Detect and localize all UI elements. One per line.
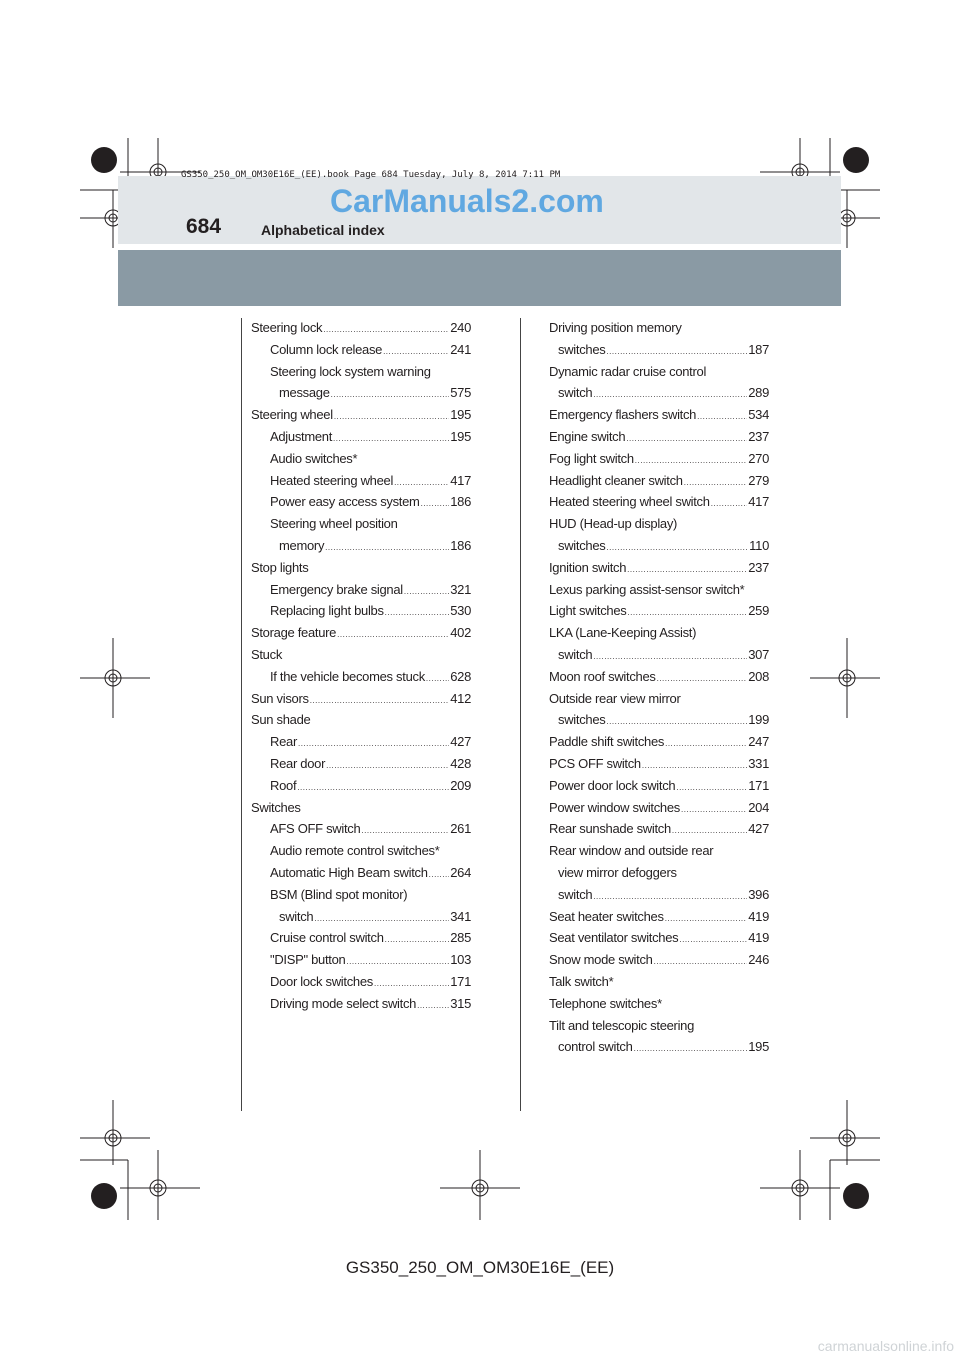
index-column-left [251, 317, 471, 1015]
header-color-bar [118, 250, 841, 306]
leader-dots [383, 346, 449, 358]
index-entry [549, 753, 769, 775]
index-entry-label: Roof [270, 777, 297, 793]
index-entry-label: memory [279, 537, 325, 553]
index-entry-label: Steering wheel position [270, 516, 398, 532]
leader-dots [417, 1000, 449, 1012]
index-entry-label: Emergency flashers switch [549, 407, 697, 423]
index-entry [251, 404, 471, 426]
leader-dots [626, 433, 747, 445]
index-entry-label: Ignition switch [549, 559, 627, 575]
index-entry [549, 1015, 769, 1037]
index-entry-label: Emergency brake signal [270, 581, 403, 597]
index-entry [549, 666, 769, 688]
index-entry [549, 731, 769, 753]
index-entry [251, 361, 471, 383]
index-entry-label: switches [558, 537, 606, 553]
index-entry-label: HUD (Head-up display) [549, 516, 678, 532]
index-entry-page: 417 [450, 472, 471, 488]
index-entry-page: 419 [748, 908, 769, 924]
leader-dots [331, 389, 450, 401]
index-entry-page: 279 [748, 472, 769, 488]
index-entry-label: Sun shade [251, 712, 311, 728]
index-entry-label: AFS OFF switch [270, 821, 361, 837]
index-entry [549, 797, 769, 819]
index-entry-label: Heated steering wheel switch [549, 494, 710, 510]
leader-dots [642, 760, 747, 772]
index-entry [549, 949, 769, 971]
section-title: Alphabetical index [261, 222, 385, 238]
index-entry [549, 361, 769, 383]
index-entry-label: Tilt and telescopic steering [549, 1017, 695, 1033]
index-entry-page: 341 [450, 908, 471, 924]
index-entry-page: 241 [450, 341, 471, 357]
index-entry-page: 209 [450, 777, 471, 793]
index-entry [251, 382, 471, 404]
leader-dots [298, 738, 449, 750]
left-column-rule [241, 318, 242, 1111]
index-entry-label: Dynamic radar cruise control [549, 363, 707, 379]
index-entry [549, 470, 769, 492]
index-entry [549, 426, 769, 448]
index-entry [251, 884, 471, 906]
leader-dots [657, 673, 748, 685]
index-entry-page: 417 [748, 494, 769, 510]
index-entry [549, 688, 769, 710]
index-entry [251, 906, 471, 928]
index-entry-label: Replacing light bulbs [270, 603, 384, 619]
index-entry-page: 307 [748, 646, 769, 662]
index-entry-label: Moon roof switches [549, 668, 656, 684]
index-entry [549, 404, 769, 426]
index-entry [549, 557, 769, 579]
index-entry [251, 927, 471, 949]
index-entry [549, 971, 769, 993]
index-entry-label: If the vehicle becomes stuck [270, 668, 425, 684]
index-entry [251, 993, 471, 1015]
index-entry-label: Snow mode switch [549, 952, 653, 968]
footnote-marker: * [352, 450, 358, 466]
index-entry-page: 396 [748, 886, 769, 902]
leader-dots [711, 498, 748, 510]
index-entry [549, 448, 769, 470]
index-entry [251, 317, 471, 339]
index-entry [251, 644, 471, 666]
index-entry-label: Switches [251, 799, 301, 815]
leader-dots [333, 433, 449, 445]
index-entry-label: Driving position memory [549, 320, 682, 335]
index-entry-label: Steering lock system warning [270, 363, 431, 379]
index-entry-page: 237 [748, 559, 769, 575]
index-entry [549, 1036, 769, 1058]
index-entry-label: Cruise control switch [270, 930, 384, 946]
index-entry [549, 775, 769, 797]
index-entry-page: 264 [450, 864, 471, 880]
index-entry [549, 818, 769, 840]
footnote-marker: * [434, 843, 440, 859]
index-entry-page: 171 [450, 973, 471, 989]
leader-dots [672, 825, 747, 837]
index-entry-page: 240 [450, 320, 471, 335]
index-entry-page: 315 [450, 995, 471, 1011]
index-entry-label: Fog light switch [549, 450, 634, 466]
index-entry [251, 448, 471, 470]
document-code: GS350_250_OM_OM30E16E_(EE) [345, 1258, 615, 1277]
leader-dots [404, 586, 449, 598]
leader-dots [697, 411, 747, 423]
index-entry [251, 840, 471, 862]
leader-dots [679, 934, 747, 946]
footnote-marker: * [739, 581, 745, 597]
index-entry-label: control switch [558, 1039, 633, 1055]
leader-dots [323, 324, 449, 336]
index-entry-page: 237 [748, 428, 769, 444]
leader-dots [426, 673, 449, 685]
index-entry [549, 884, 769, 906]
index-entry-page: 103 [450, 952, 471, 968]
middle-column-rule [520, 318, 521, 1111]
index-entry-page: 259 [748, 603, 769, 619]
footer-watermark: carmanualsonline.info [817, 1338, 954, 1354]
index-entry-label: Seat ventilator switches [549, 930, 679, 946]
page-number: 684 [186, 215, 222, 238]
index-entry-page: 575 [450, 385, 471, 401]
leader-dots [385, 607, 450, 619]
index-entry-label: Rear sunshade switch [549, 821, 671, 837]
leader-dots [593, 389, 747, 401]
index-entry-label: switch [558, 385, 593, 401]
footnote-marker: * [657, 995, 662, 1011]
index-entry [549, 535, 769, 557]
index-entry [549, 382, 769, 404]
leader-dots [334, 411, 449, 423]
index-entry [251, 513, 471, 535]
index-entry-label: switches [558, 341, 606, 357]
index-entry-label: PCS OFF switch [549, 755, 641, 771]
leader-dots [627, 607, 747, 619]
index-entry-page: 195 [450, 428, 471, 444]
index-entry-label: Column lock release [270, 341, 383, 357]
leader-dots [606, 346, 747, 358]
leader-dots [429, 869, 450, 881]
leader-dots [374, 978, 449, 990]
index-entry [549, 600, 769, 622]
index-entry-label: switch [279, 908, 314, 924]
index-entry [251, 949, 471, 971]
index-entry-page: 195 [450, 407, 471, 423]
leader-dots [654, 956, 748, 968]
index-entry-page: 530 [450, 603, 471, 619]
index-entry-label: BSM (Blind spot monitor) [270, 886, 408, 902]
index-entry-label: Power window switches [549, 799, 680, 815]
leader-dots [634, 1043, 748, 1055]
index-entry-label: Stuck [251, 646, 283, 662]
index-entry [549, 862, 769, 884]
index-entry-page: 187 [748, 341, 769, 357]
index-entry-page: 261 [450, 821, 471, 837]
index-entry [251, 600, 471, 622]
index-entry [251, 818, 471, 840]
index-entry-label: Adjustment [270, 428, 333, 444]
index-entry-label: Lexus parking assist-sensor switch [549, 581, 740, 597]
index-entry-page: 199 [748, 712, 769, 728]
index-entry [549, 993, 769, 1015]
index-entry-label: Telephone switches [549, 995, 658, 1011]
leader-dots [314, 913, 449, 925]
index-entry [549, 906, 769, 928]
index-entry-page: 427 [450, 734, 471, 750]
index-entry-page: 204 [748, 799, 769, 815]
file-stamp: GS350_250_OM_OM30E16E_(EE).book Page 684 Tuesday, July 8, 2014 7:11 PM [181, 170, 561, 180]
index-entry-label: message [279, 385, 330, 401]
index-entry-label: Talk switch [549, 973, 609, 989]
index-entry-label: Door lock switches [270, 973, 373, 989]
leader-dots [297, 782, 449, 794]
index-entry-page: 402 [450, 625, 471, 641]
index-entry [251, 797, 471, 819]
leader-dots [421, 498, 450, 510]
leader-dots [665, 738, 747, 750]
index-entry-label: Outside rear view mirror [549, 690, 681, 706]
index-entry [251, 535, 471, 557]
leader-dots [326, 760, 449, 772]
index-entry-page: 427 [748, 821, 769, 837]
index-entry-label: "DISP" button [270, 952, 346, 968]
index-entry [251, 666, 471, 688]
index-entry-label: Paddle shift switches [549, 734, 665, 750]
index-entry-label: switches [558, 712, 606, 728]
index-entry-page: 270 [748, 450, 769, 466]
index-entry-page: 208 [748, 668, 769, 684]
index-entry [251, 688, 471, 710]
leader-dots [665, 913, 748, 925]
index-entry-page: 285 [450, 930, 471, 946]
index-entry-page: 412 [450, 690, 471, 706]
index-entry-page: 247 [748, 734, 769, 750]
index-entry [549, 579, 769, 601]
index-entry-label: Storage feature [251, 625, 337, 641]
leader-dots [337, 629, 449, 641]
leader-dots [325, 542, 449, 554]
index-entry [251, 709, 471, 731]
index-entry-label: Audio remote control switches [270, 843, 435, 859]
index-entry-label: switch [558, 886, 593, 902]
index-entry [251, 491, 471, 513]
index-entry-label: view mirror defoggers [558, 864, 677, 880]
leader-dots [593, 651, 747, 663]
index-entry-page: 419 [748, 930, 769, 946]
index-entry [549, 709, 769, 731]
index-entry-label: Power easy access system [270, 494, 420, 510]
index-entry [251, 426, 471, 448]
index-entry [549, 644, 769, 666]
index-entry-label: Rear [270, 734, 297, 750]
leader-dots [684, 477, 747, 489]
index-entry [549, 491, 769, 513]
index-entry-label: Light switches [549, 603, 627, 619]
index-entry-label: Headlight cleaner switch [549, 472, 683, 488]
index-entry-label: Seat heater switches [549, 908, 664, 924]
index-entry [251, 775, 471, 797]
index-entry [251, 753, 471, 775]
index-entry [251, 622, 471, 644]
index-entry-label: Steering lock [251, 320, 323, 335]
leader-dots [346, 956, 449, 968]
index-entry [251, 470, 471, 492]
index-entry-label: Rear door [270, 755, 326, 771]
leader-dots [361, 825, 449, 837]
index-entry [251, 862, 471, 884]
index-entry [251, 557, 471, 579]
leader-dots [593, 891, 747, 903]
index-entry-label: Automatic High Beam switch [270, 864, 428, 880]
leader-dots [627, 564, 747, 576]
index-entry-page: 534 [748, 407, 769, 423]
index-entry-label: Sun visors [251, 690, 309, 706]
leader-dots [385, 934, 450, 946]
index-entry [549, 317, 769, 339]
footnote-marker: * [608, 973, 614, 989]
index-entry-page: 628 [450, 668, 471, 684]
leader-dots [394, 477, 449, 489]
index-entry-label: Rear window and outside rear [549, 843, 714, 859]
index-entry [549, 927, 769, 949]
index-entry-page: 428 [450, 755, 471, 771]
index-entry-page: 246 [748, 952, 769, 968]
index-entry-label: Power door lock switch [549, 777, 676, 793]
index-entry-page: 186 [450, 537, 471, 553]
index-entry [549, 622, 769, 644]
index-entry [251, 971, 471, 993]
index-entry [251, 731, 471, 753]
index-entry-label: Steering wheel [251, 407, 333, 423]
index-entry-page: 110 [749, 537, 769, 553]
index-entry [549, 339, 769, 361]
index-entry-page: 195 [748, 1039, 769, 1055]
index-entry-label: Audio switches [270, 450, 353, 466]
leader-dots [310, 695, 450, 707]
leader-dots [606, 542, 748, 554]
index-entry [251, 339, 471, 361]
index-entry [251, 579, 471, 601]
watermark: CarManuals2.com [330, 183, 604, 219]
index-entry-label: Driving mode select switch [270, 995, 417, 1011]
index-entry-label: Heated steering wheel [270, 472, 394, 488]
leader-dots [681, 804, 747, 816]
index-entry-page: 289 [748, 385, 769, 401]
index-entry-page: 171 [748, 777, 769, 793]
index-entry-label: LKA (Lane-Keeping Assist) [549, 625, 697, 641]
index-entry-page: 186 [450, 494, 471, 510]
leader-dots [606, 716, 747, 728]
index-entry-label: Stop lights [251, 559, 309, 575]
index-entry-page: 321 [450, 581, 471, 597]
leader-dots [676, 782, 747, 794]
index-entry [549, 840, 769, 862]
index-entry-label: switch [558, 646, 593, 662]
leader-dots [635, 455, 747, 467]
index-entry-label: Engine switch [549, 428, 626, 444]
index-entry [549, 513, 769, 535]
index-column-right [549, 317, 769, 1058]
index-entry-page: 331 [748, 755, 769, 771]
